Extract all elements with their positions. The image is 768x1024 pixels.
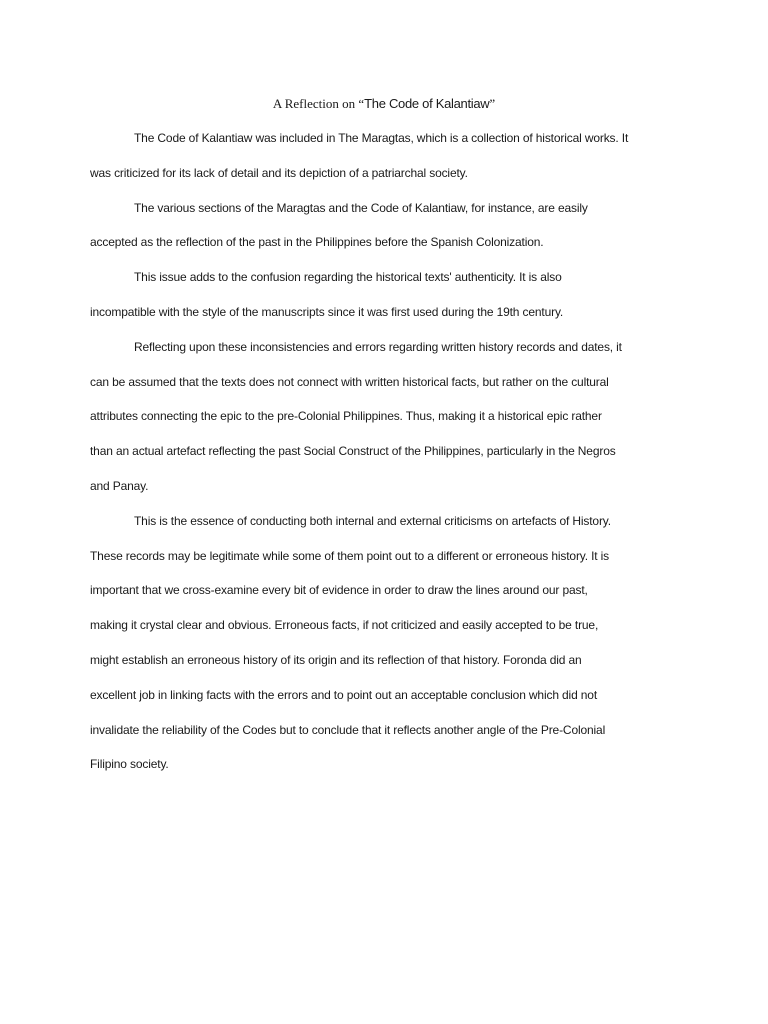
body-line: important that we cross-examine every bit of evidence in order to draw the lines around our past, — [90, 583, 588, 598]
body-line: These records may be legitimate while some of them point out to a different or erroneous history. It is — [90, 548, 610, 563]
title-prefix: A Reflection on “ — [272, 96, 365, 111]
body-line: accepted as the reflection of the past in the Philippines before the Spanish Colonization. — [90, 235, 544, 250]
document-title — [0, 95, 768, 113]
body-line: Reflecting upon these inconsistencies and errors regarding written history records and dates, it — [134, 339, 622, 354]
body-line: This issue adds to the confusion regarding the historical texts' authenticity. It is also — [134, 270, 562, 285]
title-suffix: ” — [489, 96, 496, 111]
body-line: attributes connecting the epic to the pre-Colonial Philippines. Thus, making it a historical epic rather — [90, 409, 602, 424]
body-line: can be assumed that the texts does not connect with written historical facts, but rather on the cultural — [90, 374, 609, 389]
body-line: was criticized for its lack of detail and its depiction of a patriarchal society. — [90, 165, 468, 180]
body-line: making it crystal clear and obvious. Erroneous facts, if not criticized and easily accepted to be true, — [90, 618, 599, 633]
title-work: The Code of Kalantiaw — [364, 96, 490, 111]
body-line: might establish an erroneous history of its origin and its reflection of that history. Foronda did an — [90, 652, 582, 667]
body-line: The various sections of the Maragtas and the Code of Kalantiaw, for instance, are easily — [134, 200, 588, 215]
body-line: excellent job in linking facts with the errors and to point out an acceptable conclusion which did not — [90, 687, 598, 702]
body-line: Filipino society. — [90, 757, 169, 772]
body-line: and Panay. — [90, 478, 149, 493]
body-line: incompatible with the style of the manuscripts since it was first used during the 19th century. — [90, 304, 564, 319]
document-body — [90, 129, 672, 790]
body-line: than an actual artefact reflecting the past Social Construct of the Philippines, particularly in the Negros — [90, 444, 616, 459]
body-line: invalidate the reliability of the Codes but to conclude that it reflects another angle of the Pre-Colonial — [90, 722, 606, 737]
body-line: The Code of Kalantiaw was included in The Maragtas, which is a collection of historical works. It — [134, 131, 629, 145]
body-line: This is the essence of conducting both internal and external criticisms on artefacts of History. — [134, 513, 611, 528]
